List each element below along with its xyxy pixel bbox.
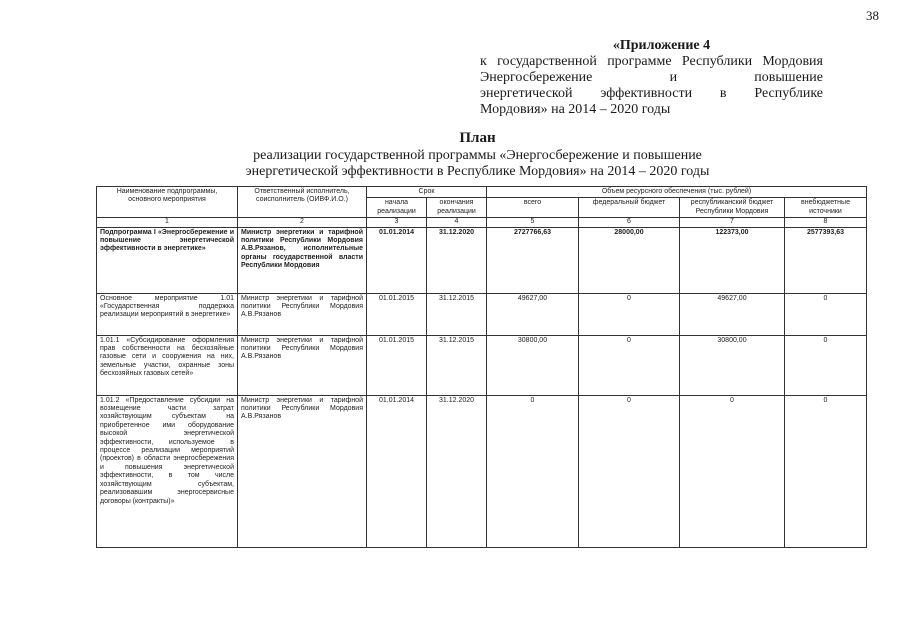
appendix-block bbox=[480, 38, 823, 118]
header-name: Наименование подпрограммы, основного мероприятия bbox=[97, 187, 238, 218]
row-offbudget: 0 bbox=[785, 335, 867, 395]
column-number: 2 bbox=[238, 218, 367, 227]
column-number: 1 bbox=[97, 218, 238, 227]
column-number: 6 bbox=[579, 218, 680, 227]
row-start: 01.01.2014 bbox=[367, 395, 427, 547]
header-total: всего bbox=[487, 198, 579, 218]
row-republic: 30800,00 bbox=[680, 335, 785, 395]
table-row bbox=[97, 227, 867, 293]
header-term: Срок bbox=[367, 187, 487, 198]
row-name: Подпрограмма I «Энергосбережение и повышение энергетической эффективности в энергетике» bbox=[97, 227, 238, 293]
table-row bbox=[97, 293, 867, 335]
row-total: 30800,00 bbox=[487, 335, 579, 395]
row-total: 2727766,63 bbox=[487, 227, 579, 293]
column-number: 8 bbox=[785, 218, 867, 227]
header-term-end: окончания реализации bbox=[427, 198, 487, 218]
table-row bbox=[97, 335, 867, 395]
header-term-start: начала реализации bbox=[367, 198, 427, 218]
row-republic: 122373,00 bbox=[680, 227, 785, 293]
row-federal: 0 bbox=[579, 395, 680, 547]
plan-subtitle-line: реализации государственной программы «Энергосбережение и повышение bbox=[253, 148, 702, 163]
row-start: 01.01.2015 bbox=[367, 335, 427, 395]
page-number: 38 bbox=[866, 8, 879, 23]
appendix-line: Энергосбережение и повышение bbox=[480, 70, 823, 85]
header-resources: Объем ресурсного обеспечения (тыс. рублей) bbox=[487, 187, 867, 198]
header-republic: республиканский бюджет Республики Мордовия bbox=[680, 198, 785, 218]
row-start: 01.01.2015 bbox=[367, 293, 427, 335]
row-start: 01.01.2014 bbox=[367, 227, 427, 293]
header-executor: Ответственный исполнитель, соисполнитель (ОИВФ.И.О.) bbox=[238, 187, 367, 218]
appendix-line: Мордовия» на 2014 – 2020 годы bbox=[480, 102, 671, 117]
row-federal: 0 bbox=[579, 293, 680, 335]
row-name: Основное мероприятие 1.01 «Государственная поддержка реализации мероприятий в энергетике» bbox=[97, 293, 238, 335]
row-total: 0 bbox=[487, 395, 579, 547]
plan-title: План bbox=[459, 130, 496, 146]
appendix-line: энергетической эффективности в Республике bbox=[480, 86, 823, 101]
row-end: 31.12.2020 bbox=[427, 227, 487, 293]
appendix-line: к государственной программе Республики Мордовия bbox=[480, 54, 823, 69]
row-end: 31.12.2015 bbox=[427, 335, 487, 395]
row-executor: Министр энергетики и тарифной политики Республики Мордовия А.В.Рязанов bbox=[238, 293, 367, 335]
row-total: 49627,00 bbox=[487, 293, 579, 335]
row-offbudget: 0 bbox=[785, 293, 867, 335]
appendix-title: «Приложение 4 bbox=[612, 38, 711, 53]
plan-subtitle bbox=[0, 148, 905, 180]
row-executor: Министр энергетики и тарифной политики Республики Мордовия А.В.Рязанов, исполнительные органы государственной власти Республики Мордовия bbox=[238, 227, 367, 293]
row-federal: 28000,00 bbox=[579, 227, 680, 293]
row-offbudget: 2577393,63 bbox=[785, 227, 867, 293]
column-number: 4 bbox=[427, 218, 487, 227]
header-federal: федеральный бюджет bbox=[579, 198, 680, 218]
header-offbudget: внебюджетные источники bbox=[785, 198, 867, 218]
column-number: 5 bbox=[487, 218, 579, 227]
column-number-row bbox=[97, 218, 867, 227]
row-executor: Министр энергетики и тарифной политики Республики Мордовия А.В.Рязанов bbox=[238, 395, 367, 547]
table-row bbox=[97, 395, 867, 547]
row-name: 1.01.2 «Предоставление субсидии на возмещение части затрат хозяйствующим субъектам на приобретенное ими оборудование высокой энергетической эффективности, используемое в процессе реализации мероприятий (проектов) в области энергосбережения и повышения энергетической эффективности, в том числе хозяйствующим субъектам, реализовавшим энергосервисные договоры (контракты)» bbox=[97, 395, 238, 547]
column-number: 3 bbox=[367, 218, 427, 227]
row-end: 31.12.2015 bbox=[427, 293, 487, 335]
row-name: 1.01.1 «Субсидирование оформления прав собственности на бесхозяйные газовые сети и сооружения на них, земельные участки, охранные зоны бесхозяйных газовых сетей» bbox=[97, 335, 238, 395]
row-executor: Министр энергетики и тарифной политики Республики Мордовия А.В.Рязанов bbox=[238, 335, 367, 395]
row-federal: 0 bbox=[579, 335, 680, 395]
plan-table bbox=[96, 186, 867, 548]
row-republic: 49627,00 bbox=[680, 293, 785, 335]
column-number: 7 bbox=[680, 218, 785, 227]
row-offbudget: 0 bbox=[785, 395, 867, 547]
row-end: 31.12.2020 bbox=[427, 395, 487, 547]
row-republic: 0 bbox=[680, 395, 785, 547]
plan-subtitle-line: энергетической эффективности в Республике Мордовия» на 2014 – 2020 годы bbox=[245, 164, 710, 179]
